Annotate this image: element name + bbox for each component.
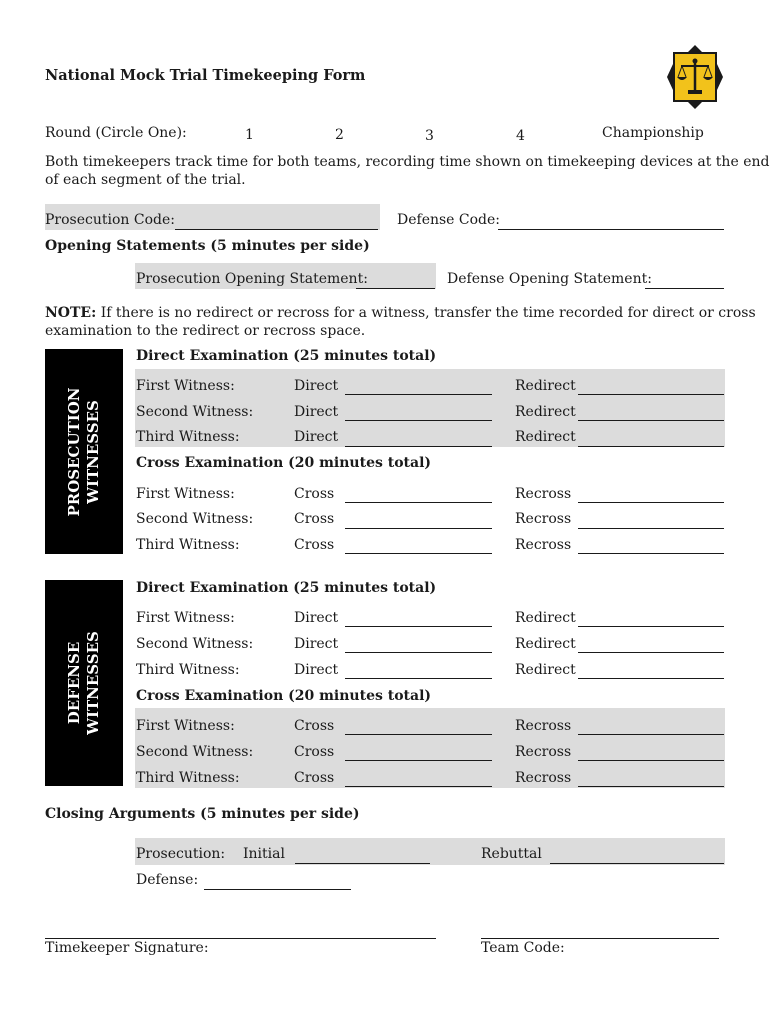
time-field[interactable]	[345, 502, 492, 503]
defense-sidebar-line-2: WITNESSES	[84, 631, 102, 735]
time-field[interactable]	[345, 734, 492, 735]
note-bold: NOTE:	[45, 305, 97, 321]
round-option-2[interactable]: 2	[335, 127, 344, 143]
closing-defense-field[interactable]	[204, 889, 351, 890]
time-field[interactable]	[345, 420, 492, 421]
exam-label: Recross	[515, 486, 572, 502]
witness-label: First Witness:	[136, 378, 235, 394]
time-field[interactable]	[578, 652, 724, 653]
scales-of-justice-icon	[666, 44, 724, 110]
defense-cross-heading: Cross Examination (20 minutes total)	[136, 688, 432, 704]
form-title: National Mock Trial Timekeeping Form	[45, 67, 366, 84]
witness-label: Third Witness:	[136, 537, 240, 553]
exam-label: Redirect	[515, 636, 576, 652]
closing-heading: Closing Arguments (5 minutes per side)	[45, 806, 360, 822]
round-option-4[interactable]: 4	[516, 128, 525, 144]
time-field[interactable]	[345, 626, 492, 627]
witness-label: First Witness:	[136, 610, 235, 626]
witness-label: Second Witness:	[136, 511, 254, 527]
note-text: If there is no redirect or recross for a witness, transfer the time recorded for direct or cross	[100, 305, 756, 321]
round-option-3[interactable]: 3	[425, 128, 434, 144]
closing-initial-field[interactable]	[295, 863, 430, 864]
exam-label: Cross	[294, 537, 335, 553]
closing-rebuttal-label: Rebuttal	[481, 846, 542, 862]
exam-label: Recross	[515, 744, 572, 760]
witness-label: Third Witness:	[136, 662, 240, 678]
prosecution-opening-field[interactable]	[356, 288, 435, 289]
witness-label: First Witness:	[136, 718, 235, 734]
time-field[interactable]	[345, 394, 492, 395]
prosecution-sidebar-line-1: PROSECUTION	[65, 386, 83, 517]
exam-label: Redirect	[515, 662, 576, 678]
defense-sidebar-line-1: DEFENSE	[65, 641, 83, 725]
exam-label: Redirect	[515, 404, 576, 420]
time-field[interactable]	[345, 786, 492, 787]
witness-label: Second Witness:	[136, 404, 254, 420]
exam-label: Redirect	[515, 378, 576, 394]
time-field[interactable]	[578, 734, 724, 735]
exam-label: Redirect	[515, 429, 576, 445]
time-field[interactable]	[578, 420, 724, 421]
exam-label: Cross	[294, 486, 335, 502]
exam-label: Direct	[294, 404, 339, 420]
witness-label: First Witness:	[136, 486, 235, 502]
exam-label: Recross	[515, 537, 572, 553]
time-field[interactable]	[578, 394, 724, 395]
time-field[interactable]	[578, 553, 724, 554]
time-field[interactable]	[578, 528, 724, 529]
exam-label: Direct	[294, 429, 339, 445]
exam-label: Direct	[294, 610, 339, 626]
team-code-field[interactable]	[481, 938, 719, 939]
exam-label: Recross	[515, 511, 572, 527]
instructions-line-1: Both timekeepers track time for both teams, recording time shown on timekeeping devices at the end	[45, 154, 770, 170]
round-label: Round (Circle One):	[45, 125, 187, 141]
timekeeper-signature-label: Timekeeper Signature:	[45, 940, 209, 956]
exam-label: Cross	[294, 770, 335, 786]
time-field[interactable]	[345, 760, 492, 761]
time-field[interactable]	[345, 553, 492, 554]
closing-initial-label: Initial	[243, 846, 285, 862]
time-field[interactable]	[578, 786, 724, 787]
exam-label: Recross	[515, 770, 572, 786]
opening-heading: Opening Statements (5 minutes per side)	[45, 238, 370, 254]
time-field[interactable]	[345, 652, 492, 653]
time-field[interactable]	[578, 760, 724, 761]
defense-opening-field[interactable]	[645, 288, 724, 289]
round-option-1[interactable]: 1	[245, 127, 254, 143]
closing-defense-label: Defense:	[136, 872, 199, 888]
time-field[interactable]	[345, 678, 492, 679]
witness-label: Second Witness:	[136, 744, 254, 760]
prosecution-sidebar-line-2: WITNESSES	[84, 399, 102, 504]
prosecution-opening-label: Prosecution Opening Statement:	[136, 271, 368, 287]
defense-direct-heading: Direct Examination (25 minutes total)	[136, 580, 437, 596]
prosecution-direct-heading: Direct Examination (25 minutes total)	[136, 348, 437, 364]
defense-code-field[interactable]	[498, 229, 724, 230]
prosecution-code-label: Prosecution Code:	[45, 212, 175, 228]
time-field[interactable]	[578, 446, 724, 447]
time-field[interactable]	[345, 446, 492, 447]
time-field[interactable]	[578, 626, 724, 627]
defense-opening-label: Defense Opening Statement:	[447, 271, 652, 287]
team-code-label: Team Code:	[481, 940, 565, 956]
time-field[interactable]	[578, 678, 724, 679]
instructions-line-2: of each segment of the trial.	[45, 172, 246, 188]
witness-label: Third Witness:	[136, 770, 240, 786]
exam-label: Cross	[294, 744, 335, 760]
closing-rebuttal-field[interactable]	[550, 863, 724, 864]
timekeeper-signature-field[interactable]	[45, 938, 436, 939]
prosecution-code-field[interactable]	[175, 229, 378, 230]
witness-label: Third Witness:	[136, 429, 240, 445]
witness-label: Second Witness:	[136, 636, 254, 652]
defense-code-label: Defense Code:	[397, 212, 501, 228]
exam-label: Redirect	[515, 610, 576, 626]
closing-prosecution-label: Prosecution:	[136, 846, 226, 862]
exam-label: Cross	[294, 718, 335, 734]
prosecution-cross-heading: Cross Examination (20 minutes total)	[136, 455, 432, 471]
exam-label: Direct	[294, 662, 339, 678]
exam-label: Cross	[294, 511, 335, 527]
exam-label: Direct	[294, 378, 339, 394]
exam-label: Recross	[515, 718, 572, 734]
note-line-1	[45, 305, 756, 321]
time-field[interactable]	[578, 502, 724, 503]
prosecution-witnesses-sidebar	[45, 349, 123, 554]
exam-label: Direct	[294, 636, 339, 652]
round-option-championship[interactable]: Championship	[602, 125, 704, 141]
note-line-2: examination to the redirect or recross space.	[45, 323, 366, 339]
defense-witnesses-sidebar	[45, 580, 123, 786]
time-field[interactable]	[345, 528, 492, 529]
